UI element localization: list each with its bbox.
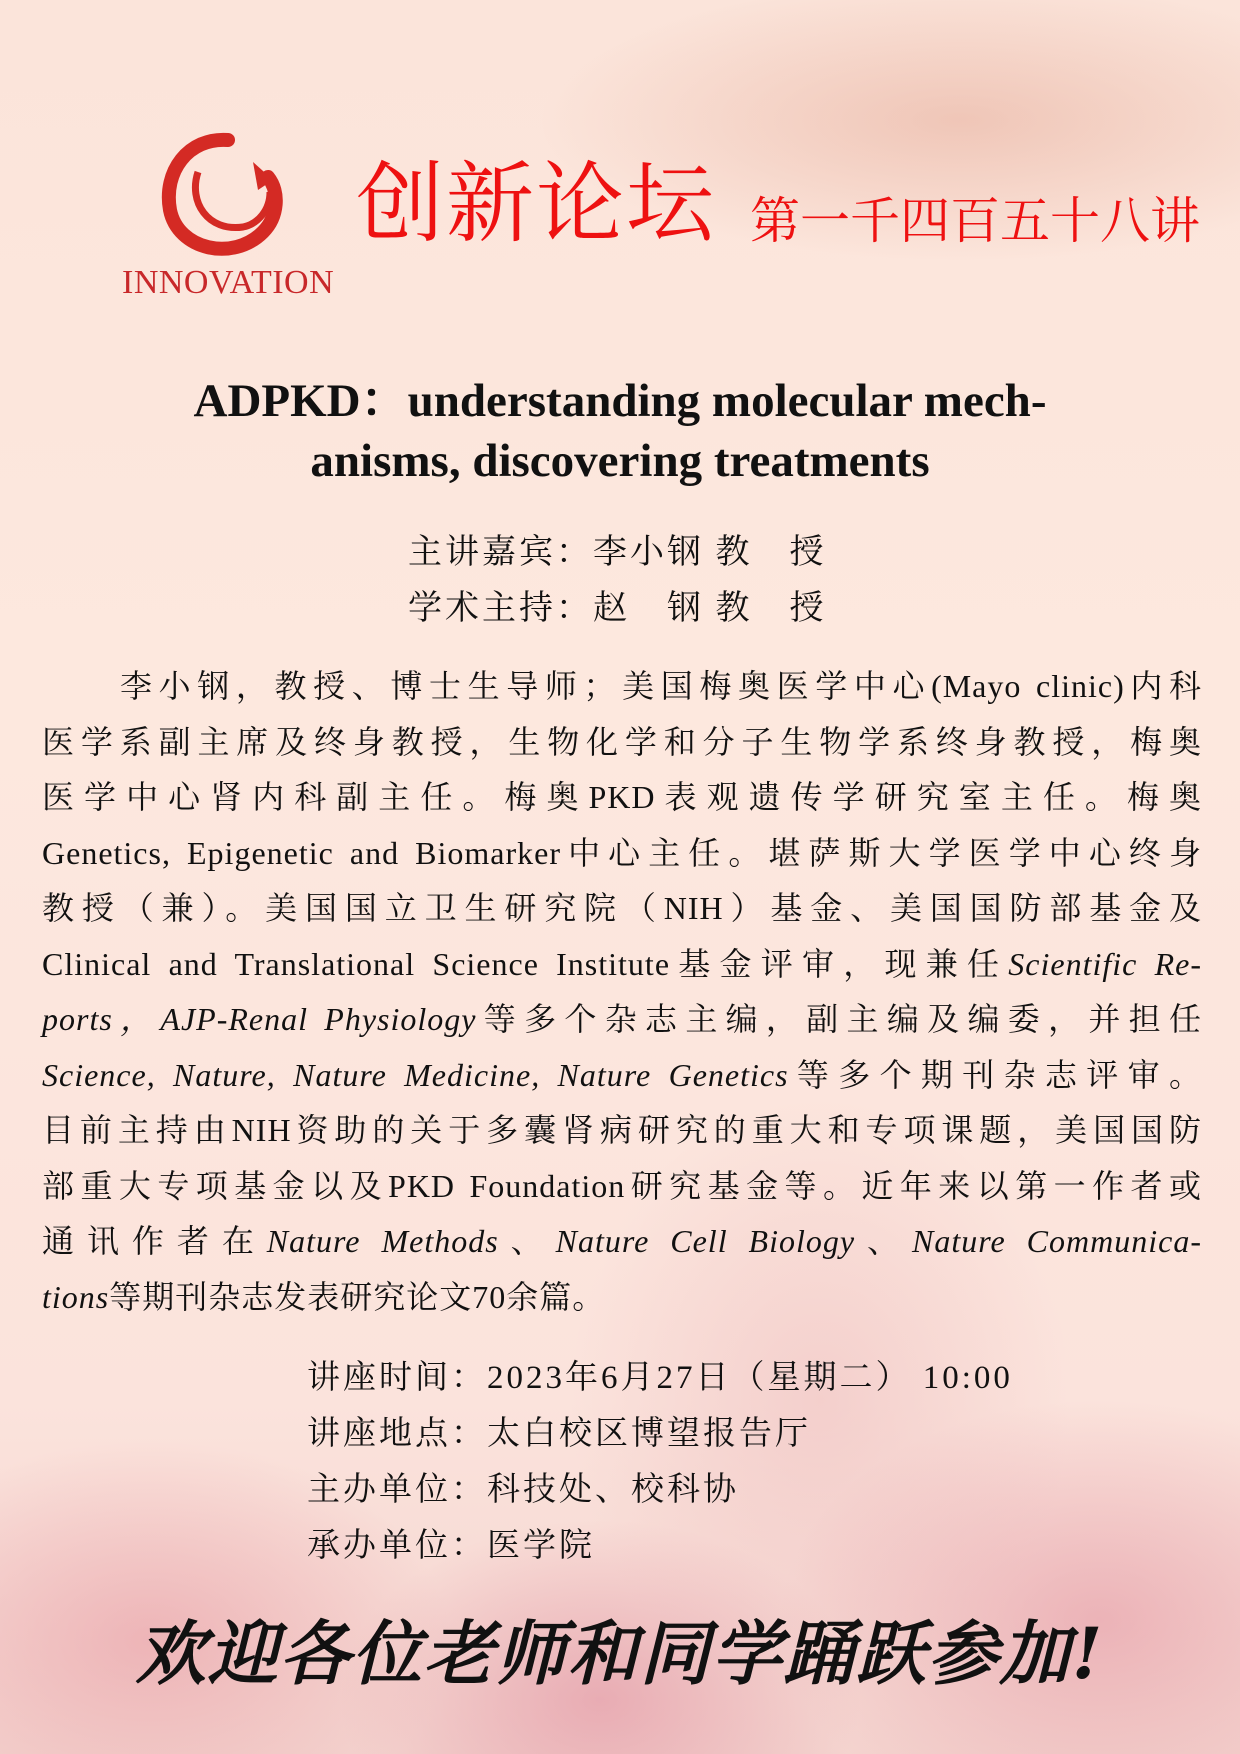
bio-line xyxy=(42,777,1202,833)
lecture-time: 讲座时间：2023年6月27日（星期二） 10:00 xyxy=(307,1360,1013,1396)
bio-text: Genetics, Epigenetic and Biomarker中心主任。堪萨斯大学医学中心终身 xyxy=(42,834,1202,871)
bio-text: 医学系副主席及终身教授，生物化学和分子生物学系终身教授，梅奥 xyxy=(42,723,1202,760)
organizer: 主办单位：科技处、校科协 xyxy=(307,1472,739,1508)
bio-text: 、 xyxy=(855,1223,912,1259)
bio-line xyxy=(42,999,1202,1055)
bio-italic-text: Scientific Re- xyxy=(1008,945,1202,982)
bio-line xyxy=(42,666,1202,722)
moderator: 学术主持：赵 钢 教 授 xyxy=(408,590,827,627)
bio-text: 李小钢，教授、博士生导师；美国梅奥医学中心(Mayo clinic)内科 xyxy=(120,668,1202,704)
bio-line xyxy=(42,722,1202,778)
bio-text: 通讯作者在 xyxy=(42,1223,267,1259)
logo-text: INNOVATION xyxy=(122,264,335,301)
bio-text: Clinical and Translational Science Institute基金评审，现兼任 xyxy=(42,945,1009,982)
bio-line xyxy=(42,1166,1202,1222)
lecture-number: 第一千四百五十八讲 xyxy=(750,192,1200,250)
innovation-logo-icon xyxy=(158,132,288,262)
bio-italic-text: Nature Cell Biology xyxy=(555,1223,856,1259)
lecture-place: 讲座地点：太白校区博望报告厅 xyxy=(307,1416,811,1452)
bio-italic-text: tions xyxy=(42,1278,110,1315)
bio-text: 等多个期刊杂志评审。 xyxy=(788,1056,1202,1093)
forum-title: 创新论坛 xyxy=(356,152,717,255)
bio-text: 等期刊杂志发表研究论文70余篇。 xyxy=(109,1278,606,1315)
welcome-slogan: 欢迎各位老师和同学踊跃参加! xyxy=(135,1612,1105,1695)
speaker-bio xyxy=(42,666,1202,1332)
speaker: 主讲嘉宾：李小钢 教 授 xyxy=(408,534,827,571)
talk-title-line2: anisms, discovering treatments xyxy=(310,435,930,487)
bio-text: 部重大专项基金以及PKD Foundation研究基金等。近年来以第一作者或 xyxy=(42,1167,1202,1204)
bio-text: 教授（兼）。美国国立卫生研究院（NIH）基金、美国国防部基金及 xyxy=(42,890,1202,926)
bio-line xyxy=(42,1055,1202,1111)
bio-italic-text: ports，AJP-Renal Physiology xyxy=(42,1001,477,1037)
bio-line xyxy=(42,944,1202,1000)
bio-line xyxy=(42,1277,1202,1333)
bio-line xyxy=(42,833,1202,889)
bio-italic-text: Science, Nature, Nature Medicine, Nature Genetics xyxy=(42,1056,789,1093)
talk-title-line1: ADPKD：understanding molecular mech- xyxy=(193,375,1047,427)
host-unit: 承办单位：医学院 xyxy=(307,1528,595,1564)
bio-text: 目前主持由NIH资助的关于多囊肾病研究的重大和专项课题，美国国防 xyxy=(42,1112,1202,1148)
bio-text: 等多个杂志主编，副主编及编委，并担任 xyxy=(476,1001,1202,1037)
bio-text: 、 xyxy=(498,1223,556,1259)
bio-text: 医学中心肾内科副主任。梅奥PKD表观遗传学研究室主任。梅奥 xyxy=(42,779,1202,815)
bio-line xyxy=(42,888,1202,944)
bio-line xyxy=(42,1110,1202,1166)
bio-line xyxy=(42,1221,1202,1277)
bio-italic-text: Nature Methods xyxy=(266,1223,499,1259)
bio-italic-text: Nature Communica- xyxy=(912,1223,1202,1259)
